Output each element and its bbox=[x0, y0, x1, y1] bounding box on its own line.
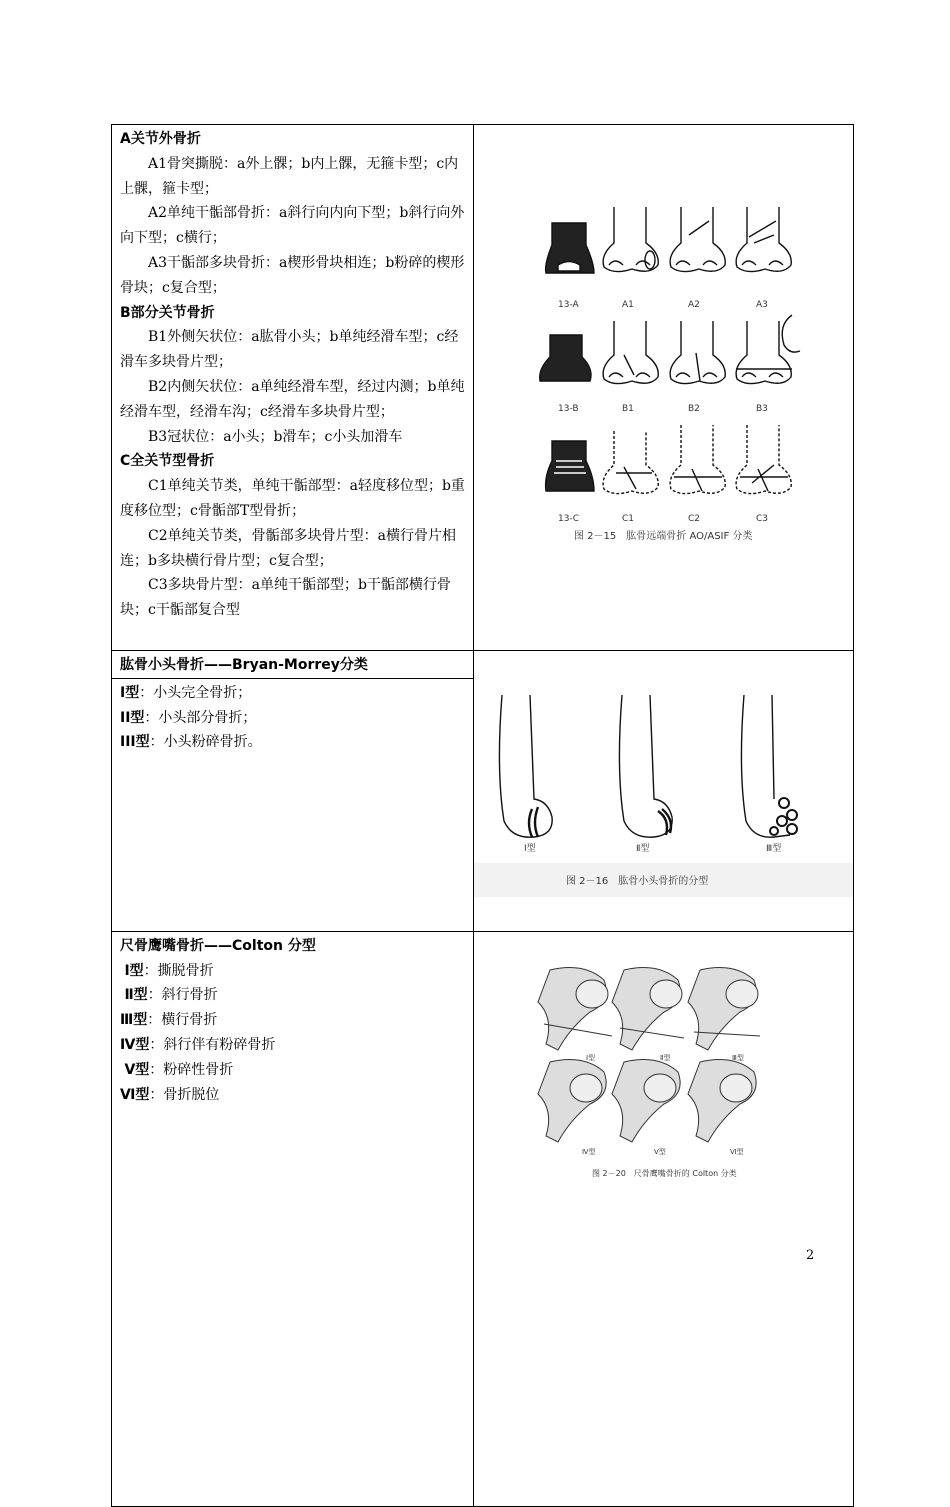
ao-text-cell bbox=[112, 125, 474, 651]
list-item: A3干骺部多块骨折：a楔形骨块相连；b粉碎的楔形骨块；c复合型； bbox=[120, 254, 465, 296]
type-text: ：横行骨折 bbox=[147, 1012, 218, 1029]
list-item: C1单纯关节类，单纯干骺部型：a轻度移位型；b重度移位型；c骨骺部T型骨折； bbox=[120, 478, 465, 519]
list-item bbox=[120, 1058, 467, 1083]
figure-label: Ⅲ型 bbox=[766, 844, 782, 854]
colton-text-cell bbox=[112, 931, 474, 1506]
table-row bbox=[112, 125, 854, 651]
bryan-figure-cell bbox=[474, 651, 854, 932]
list-item bbox=[120, 959, 467, 984]
list-item bbox=[120, 681, 467, 706]
figure-caption: 图 2－15 肱骨远端骨折 AO/ASIF 分类 bbox=[574, 531, 753, 542]
group-b bbox=[120, 301, 467, 450]
list-item bbox=[120, 1033, 467, 1058]
type-text: ：斜行伴有粉碎骨折 bbox=[149, 1036, 276, 1053]
list-item bbox=[120, 1008, 467, 1033]
row-c-drawings bbox=[546, 425, 792, 494]
list-item bbox=[120, 730, 467, 755]
type-label: I型 bbox=[120, 684, 140, 701]
figure-label: Ⅲ型 bbox=[732, 1053, 744, 1062]
group-title: A关节外骨折 bbox=[120, 131, 201, 147]
humerus-drawings bbox=[499, 695, 797, 837]
section-title: 肱骨小头骨折——Bryan-Morrey分类 bbox=[120, 657, 368, 673]
figure-label: C2 bbox=[688, 514, 701, 524]
type-text: ：小头部分骨折； bbox=[144, 709, 257, 726]
figure-label: Ⅰ型 bbox=[586, 1053, 596, 1062]
type-text: ：小头完全骨折； bbox=[139, 684, 252, 701]
figure-label: Ⅴ型 bbox=[654, 1147, 666, 1156]
list-item: B1外侧矢状位：a肱骨小头；b单纯经滑车型；c经滑车多块骨片型； bbox=[120, 329, 459, 371]
figure-label: B2 bbox=[688, 404, 700, 414]
figure-label: A2 bbox=[688, 300, 700, 310]
section-title: 尺骨鹰嘴骨折——Colton 分型 bbox=[120, 937, 316, 954]
list-item: C2单纯关节类，骨骺部多块骨片型：a横行骨片相连；b多块横行骨片型；c复合型； bbox=[120, 527, 456, 569]
bryan-morrey-figure bbox=[474, 651, 853, 925]
type-label: Ⅳ型 bbox=[120, 1036, 150, 1053]
elbow-drawings bbox=[538, 967, 760, 1141]
figure-label: C1 bbox=[622, 514, 635, 524]
type-text: ：撕脱骨折 bbox=[143, 962, 214, 979]
figure-label: Ⅳ型 bbox=[582, 1147, 596, 1156]
figure-caption: 图 2－16 肱骨小头骨折的分型 bbox=[566, 876, 709, 887]
figure-label: B3 bbox=[756, 404, 768, 414]
figure-caption: 图 2－20 尺骨鹰嘴骨折的 Colton 分类 bbox=[592, 1168, 737, 1178]
list-item: B2内侧矢状位：a单纯经滑车型，经过内测；b单纯经滑车型，经滑车沟；c经滑车多块骨片型； bbox=[120, 378, 465, 420]
group-title: B部分关节骨折 bbox=[120, 304, 215, 321]
figure-label: C3 bbox=[756, 514, 769, 524]
type-text: ：粉碎性骨折 bbox=[149, 1061, 234, 1078]
ao-classification-figure bbox=[474, 125, 853, 646]
type-text: ：小头粉碎骨折。 bbox=[149, 734, 262, 751]
type-label: Ⅵ型 bbox=[120, 1086, 150, 1103]
type-text: ：骨折脱位 bbox=[149, 1086, 220, 1103]
figure-label: B1 bbox=[622, 404, 634, 414]
figure-label: 13-B bbox=[558, 404, 579, 414]
type-label: Ⅲ型 bbox=[120, 1012, 148, 1029]
ao-figure-cell bbox=[474, 125, 854, 651]
list-item: A2单纯干骺部骨折：a斜行向内向下型；b斜行向外向下型；c横行； bbox=[120, 205, 465, 247]
table-row bbox=[112, 931, 854, 1506]
colton-classification-figure bbox=[474, 932, 853, 1232]
figure-label: 13-C bbox=[558, 514, 579, 524]
group-title: C全关节型骨折 bbox=[120, 453, 215, 470]
bryan-title-cell bbox=[112, 651, 474, 679]
type-text: ：斜行骨折 bbox=[147, 987, 218, 1004]
figure-label: Ⅵ型 bbox=[730, 1147, 744, 1156]
list-item bbox=[120, 706, 467, 731]
figure-label: Ⅱ型 bbox=[660, 1053, 671, 1062]
type-label: Ⅱ型 bbox=[124, 987, 148, 1004]
list-item bbox=[120, 983, 467, 1008]
figure-label: A1 bbox=[622, 300, 634, 310]
row-a-drawings bbox=[546, 207, 792, 273]
table-row bbox=[112, 651, 854, 679]
bryan-text-cell bbox=[112, 678, 474, 931]
type-label: III型 bbox=[120, 734, 150, 751]
row-b-drawings bbox=[540, 315, 800, 384]
figure-label: A3 bbox=[756, 300, 768, 310]
list-item: B3冠状位：a小头；b滑车；c小头加滑车 bbox=[148, 428, 403, 445]
page-number: 2 bbox=[806, 1248, 815, 1263]
group-c bbox=[120, 449, 467, 623]
list-item bbox=[120, 1083, 467, 1108]
figure-label: Ⅱ型 bbox=[636, 844, 650, 854]
figure-label: Ⅰ型 bbox=[524, 844, 536, 854]
type-label: Ⅴ型 bbox=[124, 1061, 150, 1078]
list-item: A1骨突撕脱：a外上髁；b内上髁，无箍卡型；c内上髁，箍卡型； bbox=[120, 155, 459, 197]
type-label: Ⅰ型 bbox=[124, 962, 144, 979]
list-item: C3多块骨片型：a单纯干骺部型；b干骺部横行骨块；c干骺部复合型 bbox=[120, 577, 451, 619]
figure-label: 13-A bbox=[558, 300, 579, 310]
type-label: II型 bbox=[120, 709, 145, 726]
classification-table bbox=[111, 124, 854, 1507]
colton-figure-cell bbox=[474, 931, 854, 1506]
group-a bbox=[120, 127, 467, 301]
